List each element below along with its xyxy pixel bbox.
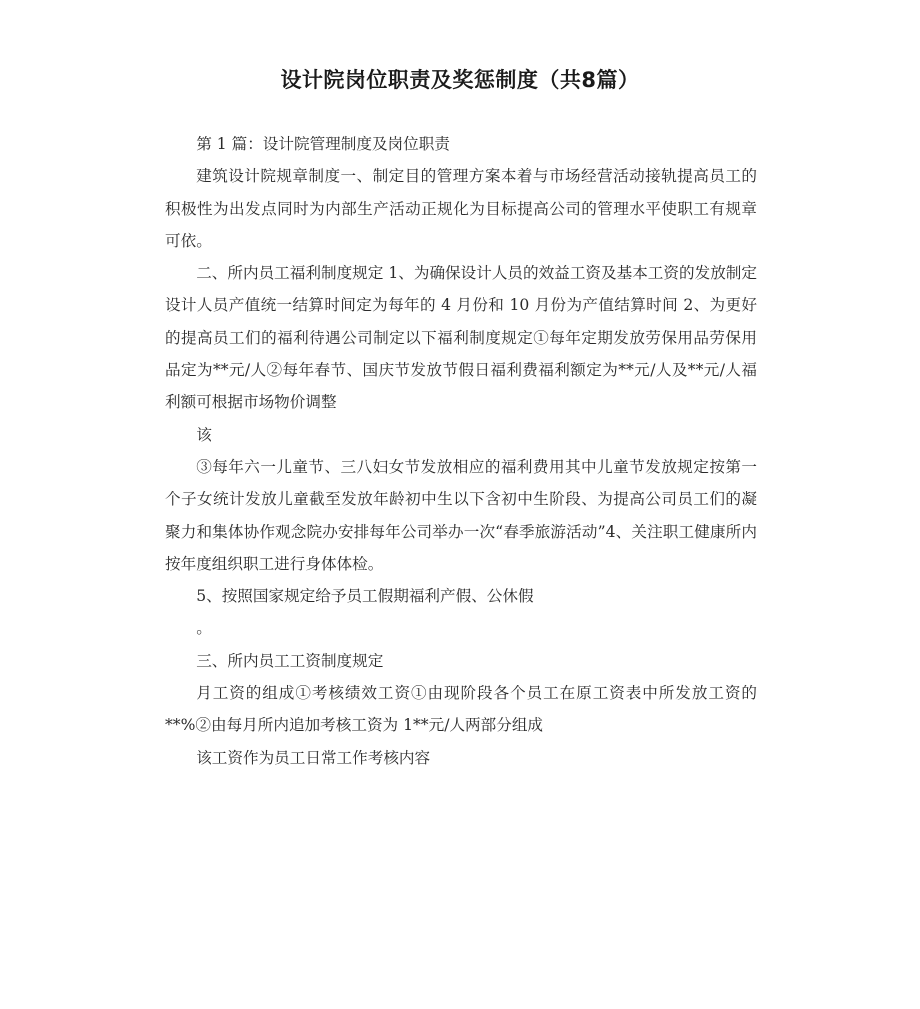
paragraph: 。 xyxy=(196,619,212,638)
paragraph: 该工资作为员工日常工作考核内容 xyxy=(196,748,431,767)
paragraph-chapter-heading: 第 1 篇：设计院管理制度及岗位职责 xyxy=(196,135,450,153)
paragraph: ③每年六一儿童节、三八妇女节发放相应的福利费用其中儿童节发放规定按第一个子女统计发放儿童截至发放年龄初中生以下含初中生阶段、为提高公司员工们的凝聚力和集体协作观念院办安排每年公司举办一次“春季旅游活动”4、关注职工健康所内按年度组织职工进行身体体检。 xyxy=(165,457,757,573)
paragraph: 二、所内员工福利制度规定 1、为确保设计人员的效益工资及基本工资的发放制定设计人员产值统一结算时间定为每年的 4 月份和 10 月份为产值结算时间 2、为更好的提高员工们的福利待遇公司制定以下福利制度规定①每年定期发放劳保用品劳保用品定为**元/人②每年春节、国庆节发放节假日福利费福利额定为**元/人及**元/人福利额可根据市场物价调整 xyxy=(165,264,757,412)
paragraph: 建筑设计院规章制度一、制定目的管理方案本着与市场经营活动接轨提高员工的积极性为出发点同时为内部生产活动正规化为目标提高公司的管理水平使职工有规章可依。 xyxy=(165,167,757,250)
paragraph: 该 xyxy=(196,425,212,444)
document-body xyxy=(165,128,757,774)
paragraph: 5、按照国家规定给予员工假期福利产假、公休假 xyxy=(196,587,534,606)
paragraph: 月工资的组成①考核绩效工资①由现阶段各个员工在原工资表中所发放工资的**%②由每月所内追加考核工资为 1**元/人两部分组成 xyxy=(165,684,757,735)
paragraph-section-heading: 三、所内员工工资制度规定 xyxy=(196,651,384,670)
document-title: 设计院岗位职责及奖惩制度（共8篇） xyxy=(280,68,640,92)
